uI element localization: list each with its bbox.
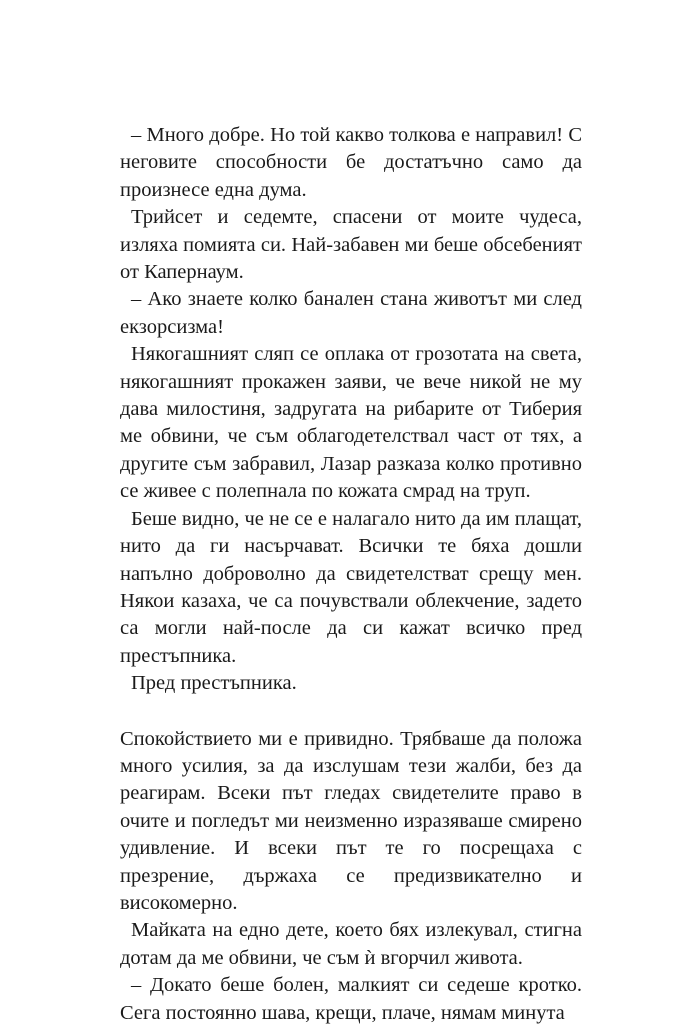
book-page bbox=[120, 122, 582, 1027]
paragraph: – Много добре. Но той какво толкова е направил! С неговите способности бе достатъчно само да произнесе една дума. bbox=[120, 124, 582, 201]
paragraph: Майката на едно дете, което бях излекувал, стигна дотам да ме обвини, че съм ѝ вгорчил живота. bbox=[120, 919, 582, 969]
section-break bbox=[120, 698, 582, 726]
paragraph: Някогашният сляп се оплака от грозотата на света, някогашният прокажен заяви, че вече никой не му дава милостиня, задругата на рибарите от Тиберия ме обвини, че съм облагодетелствал част от тях, а другите съм забравил, Лазар разказа колко противно се живее с полепнала по кожата смрад на труп. bbox=[120, 343, 582, 503]
paragraph: – Ако знаете колко банален стана животът ми след екзорсизма! bbox=[120, 288, 582, 338]
section-opening-paragraph: Спокойствието ми е привидно. Трябваше да положа много усилия, за да изслушам тези жалби, без да реагирам. Всеки път гледах свидетелите право в очите и погледът ми неизменно изразяваше смирено удивление. И всеки път те го посрещаха с презрение, държаха се предизвикателно и високомерно. bbox=[120, 727, 582, 914]
paragraph: – Докато беше болен, малкият си седеше кротко. Сега постоянно шава, крещи, плаче, нямам минута bbox=[120, 974, 582, 1024]
paragraph: Пред престъпника. bbox=[131, 672, 297, 695]
paragraph: Трийсет и седемте, спасени от моите чудеса, изляха помията си. Най-забавен ми беше обсебеният от Капернаум. bbox=[120, 206, 582, 284]
paragraph: Беше видно, че не се е налагало нито да им плащат, нито да ги насърчават. Всички те бяха дошли напълно доброволно да свидетелстват срещу мен. Някои казаха, че са почувствали облекчение, задето са могли най-после да си кажат всичко пред престъпника. bbox=[120, 507, 582, 667]
